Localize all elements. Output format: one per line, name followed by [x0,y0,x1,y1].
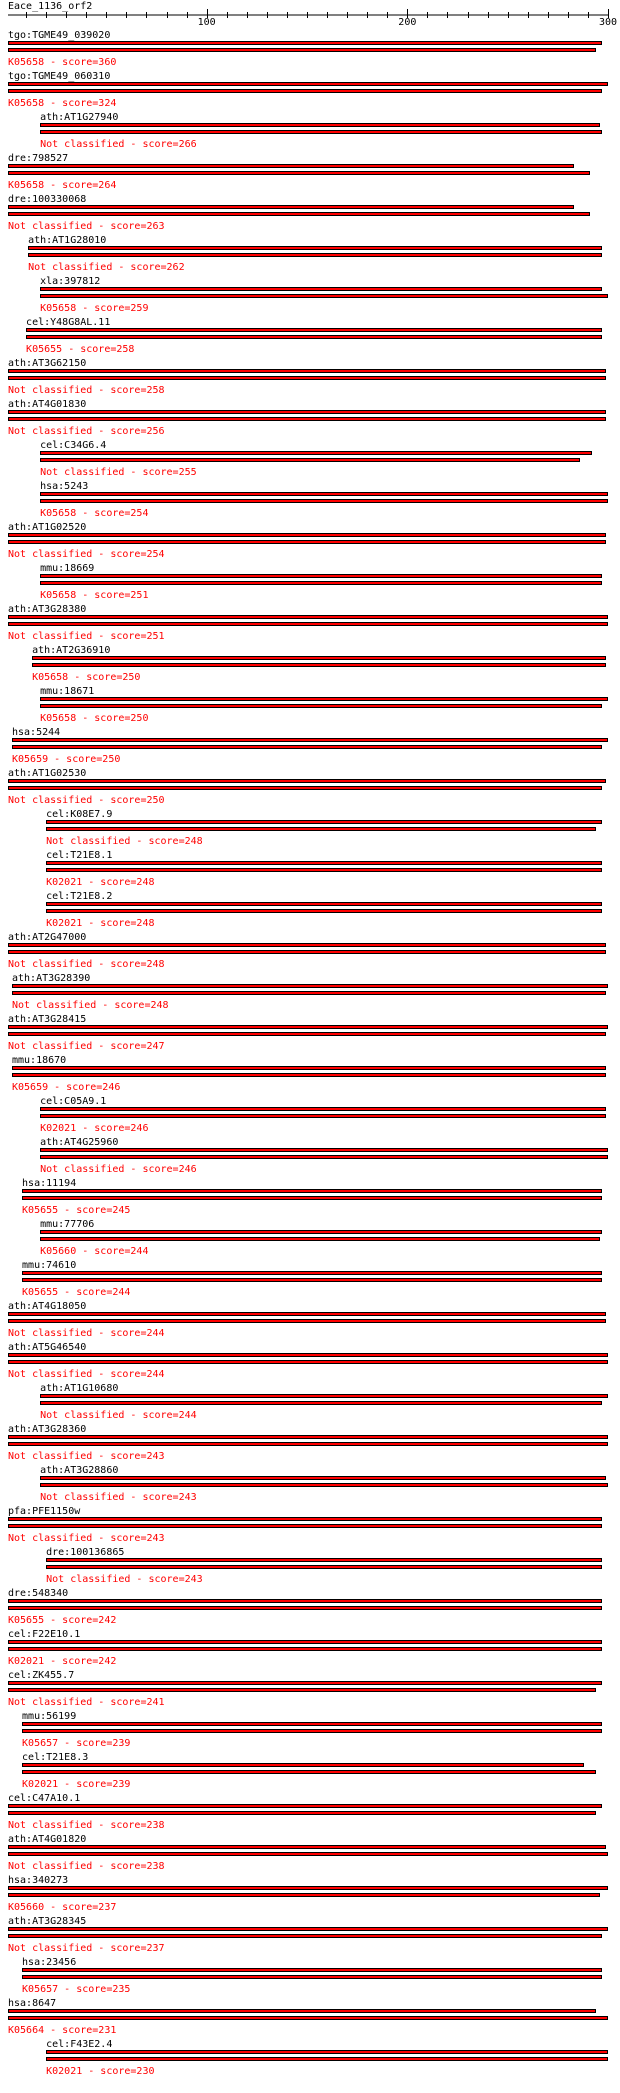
hit-row[interactable] [0,850,620,890]
hit-classification-score: K05660 - score=237 [8,1902,117,1913]
subject-alignment-bar [8,212,590,216]
hit-row[interactable] [0,1957,620,1997]
hit-row[interactable] [0,112,620,152]
subject-alignment-bar [8,1934,602,1938]
hit-name[interactable]: hsa:5243 [40,481,89,492]
hit-name[interactable]: ath:AT1G02520 [8,522,87,533]
query-alignment-bar [40,287,602,291]
query-alignment-bar [12,984,608,988]
query-alignment-bar [40,1107,606,1111]
hit-classification-score: Not classified - score=263 [8,221,165,232]
subject-alignment-bar [8,540,606,544]
query-alignment-bar [8,1804,602,1808]
query-alignment-bar [40,1230,602,1234]
hit-classification-score: Not classified - score=238 [8,1820,165,1831]
hit-row[interactable] [0,481,620,521]
subject-alignment-bar [8,2016,608,2020]
query-alignment-bar [8,943,606,947]
query-alignment-bar [40,1476,606,1480]
subject-alignment-bar [22,1278,602,1282]
hit-classification-score: Not classified - score=237 [8,1943,165,1954]
subject-alignment-bar [8,622,608,626]
hit-name[interactable]: hsa:5244 [12,727,61,738]
hit-row[interactable] [0,153,620,193]
query-alignment-bar [22,1968,602,1972]
hit-row[interactable] [0,1055,620,1095]
query-alignment-bar [8,1517,602,1521]
subject-alignment-bar [40,1155,608,1159]
query-alignment-bar [12,738,608,742]
subject-alignment-bar [8,1524,602,1528]
hit-row[interactable] [0,645,620,685]
ruler-tick-label: 200 [398,17,417,26]
hit-row[interactable] [0,1670,620,1710]
hit-row[interactable] [0,1178,620,1218]
hit-row[interactable] [0,1014,620,1054]
subject-alignment-bar [40,581,602,585]
hit-name[interactable]: cel:C47A10.1 [8,1793,81,1804]
hit-row[interactable] [0,276,620,316]
hit-row[interactable] [0,358,620,398]
hit-name[interactable]: ath:AT3G28415 [8,1014,87,1025]
hit-name[interactable]: hsa:23456 [22,1957,77,1968]
ruler-tick-label: 100 [197,17,216,26]
hit-classification-score: Not classified - score=248 [8,959,165,970]
hit-classification-score: Not classified - score=258 [8,385,165,396]
subject-alignment-bar [12,991,606,995]
hit-name[interactable]: ath:AT3G28380 [8,604,87,615]
hit-row[interactable] [0,1137,620,1177]
hit-row[interactable] [0,727,620,767]
hit-name[interactable]: tgo:TGME49_060310 [8,71,111,82]
hit-classification-score: K05664 - score=231 [8,2025,117,2036]
hit-name[interactable]: hsa:8647 [8,1998,57,2009]
hit-name[interactable]: cel:ZK455.7 [8,1670,75,1681]
query-alignment-bar [8,1599,602,1603]
hit-row[interactable] [0,932,620,972]
hit-classification-score: Not classified - score=243 [8,1451,165,1462]
hit-name[interactable]: ath:AT2G36910 [32,645,111,656]
query-alignment-bar [8,1435,608,1439]
hit-classification-score: K05660 - score=244 [40,1246,149,1257]
hit-classification-score: Not classified - score=244 [40,1410,197,1421]
hit-classification-score: Not classified - score=256 [8,426,165,437]
hit-row[interactable] [0,1998,620,2038]
hit-name[interactable]: ath:AT1G02530 [8,768,87,779]
hit-classification-score: K05659 - score=250 [12,754,121,765]
hit-classification-score: K02021 - score=242 [8,1656,117,1667]
hit-row[interactable] [0,1916,620,1956]
hit-name[interactable]: cel:F22E10.1 [8,1629,81,1640]
query-alignment-bar [8,2009,596,2013]
query-alignment-bar [40,697,608,701]
hit-row[interactable] [0,1711,620,1751]
subject-alignment-bar [46,2057,608,2061]
hit-name[interactable]: mmu:18669 [40,563,95,574]
subject-alignment-bar [40,1114,606,1118]
subject-alignment-bar [22,1975,602,1979]
subject-alignment-bar [46,909,602,913]
hit-name[interactable]: mmu:56199 [22,1711,77,1722]
query-alignment-bar [8,1025,608,1029]
query-alignment-bar [8,82,608,86]
hit-classification-score: K05658 - score=324 [8,98,117,109]
hit-name[interactable]: cel:T21E8.2 [46,891,113,902]
subject-alignment-bar [22,1196,602,1200]
hit-name[interactable]: ath:AT3G28345 [8,1916,87,1927]
hit-classification-score: K02021 - score=248 [46,877,155,888]
hit-name[interactable]: ath:AT4G01830 [8,399,87,410]
subject-alignment-bar [8,786,602,790]
query-alignment-bar [32,656,606,660]
subject-alignment-bar [8,417,606,421]
hit-name[interactable]: ath:AT4G01820 [8,1834,87,1845]
hit-row[interactable] [0,809,620,849]
query-alignment-bar [26,328,602,332]
subject-alignment-bar [8,1032,606,1036]
subject-alignment-bar [40,1483,608,1487]
subject-alignment-bar [8,950,606,954]
query-alignment-bar [22,1722,602,1726]
hit-row[interactable] [0,1424,620,1464]
hit-name[interactable]: xla:397812 [40,276,101,287]
hit-classification-score: Not classified - score=243 [40,1492,197,1503]
hit-name[interactable]: ath:AT3G28860 [40,1465,119,1476]
query-alignment-bar [40,492,608,496]
hit-name[interactable]: dre:100330068 [8,194,87,205]
hit-row[interactable] [0,71,620,111]
hit-row[interactable] [0,235,620,275]
subject-alignment-bar [40,294,608,298]
hit-classification-score: Not classified - score=251 [8,631,165,642]
subject-alignment-bar [8,89,602,93]
query-alignment-bar [8,1845,606,1849]
subject-alignment-bar [8,1360,608,1364]
hit-classification-score: Not classified - score=262 [28,262,185,273]
hit-name[interactable]: ath:AT3G62150 [8,358,87,369]
query-alignment-bar [22,1271,602,1275]
hit-classification-score: Not classified - score=254 [8,549,165,560]
query-alignment-bar [40,1148,608,1152]
query-alignment-bar [8,1886,608,1890]
hit-name[interactable]: dre:548340 [8,1588,69,1599]
hit-row[interactable] [0,604,620,644]
hit-name[interactable]: dre:100136865 [46,1547,125,1558]
hit-row[interactable] [0,1342,620,1382]
hit-row[interactable] [0,768,620,808]
hit-row[interactable] [0,399,620,439]
subject-alignment-bar [8,376,606,380]
hit-classification-score: Not classified - score=241 [8,1697,165,1708]
hit-name[interactable]: ath:AT1G27940 [40,112,119,123]
subject-alignment-bar [40,458,580,462]
query-title: Eace_1136_orf2 [8,1,93,12]
hit-name[interactable]: mmu:77706 [40,1219,95,1230]
query-alignment-bar [22,1189,602,1193]
hit-row[interactable] [0,1547,620,1587]
query-alignment-bar [12,1066,606,1070]
hit-row[interactable] [0,563,620,603]
hit-classification-score: Not classified - score=250 [8,795,165,806]
subject-alignment-bar [46,827,596,831]
hit-name[interactable]: cel:F43E2.4 [46,2039,113,2050]
hit-name[interactable]: ath:AT4G25960 [40,1137,119,1148]
query-alignment-bar [8,41,602,45]
query-alignment-bar [8,410,606,414]
query-alignment-bar [8,369,606,373]
hit-name[interactable]: cel:K08E7.9 [46,809,113,820]
hit-row[interactable] [0,1506,620,1546]
hit-row[interactable] [0,1752,620,1792]
hit-name[interactable]: dre:798527 [8,153,69,164]
hit-row[interactable] [0,686,620,726]
hit-name[interactable]: cel:C05A9.1 [40,1096,107,1107]
hit-row[interactable] [0,30,620,70]
hit-classification-score: K05655 - score=242 [8,1615,117,1626]
subject-alignment-bar [8,1688,596,1692]
hit-row[interactable] [0,1793,620,1833]
subject-alignment-bar [8,171,590,175]
query-alignment-bar [8,1927,608,1931]
hit-row[interactable] [0,1383,620,1423]
hit-row[interactable] [0,440,620,480]
subject-alignment-bar [12,745,602,749]
query-alignment-bar [8,615,608,619]
query-alignment-bar [8,205,574,209]
subject-alignment-bar [40,704,602,708]
query-alignment-bar [8,164,574,168]
position-ruler [0,0,620,26]
hit-row[interactable] [0,1096,620,1136]
query-alignment-bar [8,1681,602,1685]
subject-alignment-bar [40,130,602,134]
hit-name[interactable]: ath:AT3G28360 [8,1424,87,1435]
query-alignment-bar [40,574,602,578]
subject-alignment-bar [26,335,602,339]
hit-row[interactable] [0,1588,620,1628]
subject-alignment-bar [8,1606,602,1610]
query-alignment-bar [8,1640,602,1644]
query-alignment-bar [40,123,600,127]
hit-classification-score: K05657 - score=239 [22,1738,131,1749]
hit-classification-score: K02021 - score=246 [40,1123,149,1134]
hit-classification-score: Not classified - score=243 [8,1533,165,1544]
subject-alignment-bar [8,1647,602,1651]
hit-classification-score: K05655 - score=258 [26,344,135,355]
subject-alignment-bar [8,1852,608,1856]
query-alignment-bar [46,1558,602,1562]
hit-name[interactable]: ath:AT1G28010 [28,235,107,246]
hit-row[interactable] [0,891,620,931]
hit-classification-score: K05658 - score=259 [40,303,149,314]
subject-alignment-bar [22,1729,602,1733]
hit-name[interactable]: cel:T21E8.1 [46,850,113,861]
subject-alignment-bar [28,253,602,257]
hit-classification-score: K02021 - score=248 [46,918,155,929]
hit-row[interactable] [0,973,620,1013]
query-alignment-bar [46,861,602,865]
subject-alignment-bar [46,868,602,872]
hit-name[interactable]: cel:Y48G8AL.11 [26,317,111,328]
hit-row[interactable] [0,1260,620,1300]
subject-alignment-bar [40,499,608,503]
hit-row[interactable] [0,194,620,234]
hit-name[interactable]: pfa:PFE1150w [8,1506,81,1517]
hit-name[interactable]: hsa:340273 [8,1875,69,1886]
hit-name[interactable]: mmu:18670 [12,1055,67,1066]
subject-alignment-bar [46,1565,602,1569]
subject-alignment-bar [8,1811,596,1815]
hit-classification-score: K05655 - score=245 [22,1205,131,1216]
hit-classification-score: Not classified - score=248 [12,1000,169,1011]
hit-classification-score: K05655 - score=244 [22,1287,131,1298]
query-alignment-bar [40,451,592,455]
subject-alignment-bar [8,1442,608,1446]
ruler-tick-label: 300 [598,17,618,26]
query-alignment-bar [8,533,606,537]
hit-classification-score: K05658 - score=264 [8,180,117,191]
hit-classification-score: K05657 - score=235 [22,1984,131,1995]
hit-classification-score: Not classified - score=248 [46,836,203,847]
subject-alignment-bar [8,1893,600,1897]
hit-classification-score: Not classified - score=255 [40,467,197,478]
hit-classification-score: Not classified - score=266 [40,139,197,150]
hit-classification-score: Not classified - score=244 [8,1369,165,1380]
hit-classification-score: K05658 - score=250 [32,672,141,683]
subject-alignment-bar [12,1073,606,1077]
hit-name[interactable]: mmu:18671 [40,686,95,697]
query-alignment-bar [40,1394,608,1398]
hit-name[interactable]: ath:AT2G47000 [8,932,87,943]
hit-classification-score: Not classified - score=243 [46,1574,203,1585]
hit-name[interactable]: tgo:TGME49_039020 [8,30,111,41]
hit-name[interactable]: ath:AT4G18050 [8,1301,87,1312]
hit-row[interactable] [0,522,620,562]
subject-alignment-bar [8,1319,606,1323]
subject-alignment-bar [40,1401,602,1405]
hit-classification-score: Not classified - score=247 [8,1041,165,1052]
hit-name[interactable]: hsa:11194 [22,1178,77,1189]
hit-classification-score: K02021 - score=239 [22,1779,131,1790]
hit-row[interactable] [0,1875,620,1915]
query-alignment-bar [46,902,602,906]
hit-name[interactable]: ath:AT1G10680 [40,1383,119,1394]
subject-alignment-bar [40,1237,600,1241]
hit-row[interactable] [0,1834,620,1874]
hit-row[interactable] [0,1301,620,1341]
query-alignment-bar [8,779,606,783]
hit-classification-score: K05658 - score=250 [40,713,149,724]
query-alignment-bar [22,1763,584,1767]
hit-row[interactable] [0,1219,620,1259]
query-alignment-bar [8,1353,608,1357]
subject-alignment-bar [32,663,606,667]
hit-row[interactable] [0,1629,620,1669]
query-alignment-bar [28,246,602,250]
hit-name[interactable]: mmu:74610 [22,1260,77,1271]
hit-classification-score: K02021 - score=230 [46,2066,155,2077]
hit-classification-score: K05658 - score=254 [40,508,149,519]
hit-name[interactable]: ath:AT5G46540 [8,1342,87,1353]
hit-row[interactable] [0,2039,620,2079]
hit-classification-score: K05659 - score=246 [12,1082,121,1093]
query-alignment-bar [46,820,602,824]
hit-row[interactable] [0,317,620,357]
subject-alignment-bar [8,48,596,52]
subject-alignment-bar [22,1770,596,1774]
query-alignment-bar [46,2050,608,2054]
hit-classification-score: Not classified - score=246 [40,1164,197,1175]
hit-classification-score: K05658 - score=251 [40,590,149,601]
hit-row[interactable] [0,1465,620,1505]
hit-name[interactable]: ath:AT3G28390 [12,973,91,984]
query-alignment-bar [8,1312,606,1316]
hit-classification-score: Not classified - score=244 [8,1328,165,1339]
hit-classification-score: Not classified - score=238 [8,1861,165,1872]
hit-name[interactable]: cel:T21E8.3 [22,1752,89,1763]
hit-classification-score: K05658 - score=360 [8,57,117,68]
hit-name[interactable]: cel:C34G6.4 [40,440,107,451]
